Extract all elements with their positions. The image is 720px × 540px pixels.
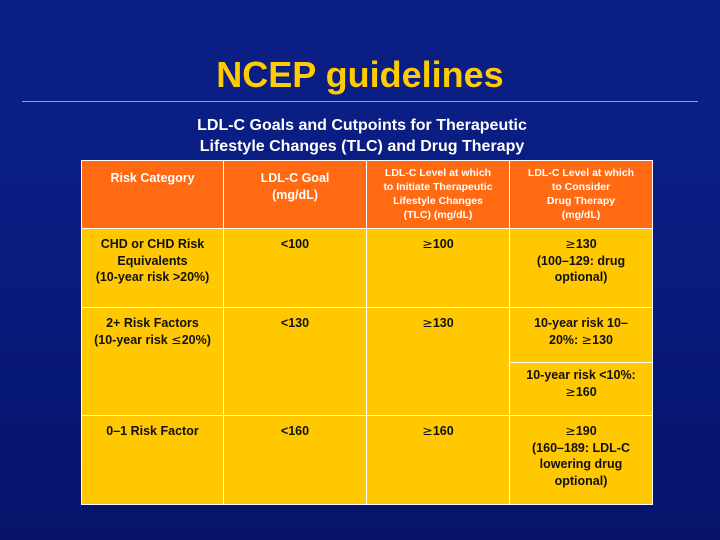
risk-text: 0–1 Risk Factor xyxy=(106,424,199,438)
risk-line-2: Equivalents xyxy=(117,253,188,268)
header-drug-line-1: LDL-C Level at which xyxy=(527,167,635,179)
tlc-value: 130 xyxy=(432,316,454,330)
drug-line-3: lowering drug xyxy=(539,457,623,471)
table-caption xyxy=(0,115,720,157)
table-row xyxy=(82,308,653,363)
drug-line-2 xyxy=(514,332,648,349)
tlc-level-cell xyxy=(367,229,510,308)
header-risk-text: Risk Category xyxy=(110,171,195,185)
header-drug-line-4: (mg/dL) xyxy=(561,209,601,221)
header-tlc-line-3: Lifestyle Changes xyxy=(393,195,483,207)
title-divider xyxy=(22,101,698,102)
drug-value: 160 xyxy=(575,384,597,399)
ldl-goal-cell xyxy=(224,308,367,416)
drug-level-cell xyxy=(510,229,653,308)
drug-value: 190 xyxy=(575,424,597,438)
greater-equal-symbol: ≥ xyxy=(565,423,576,438)
drug-line-2: (160–189: LDL-C xyxy=(532,440,630,455)
goal-value: <130 xyxy=(280,316,310,330)
drug-line-1 xyxy=(514,236,648,253)
risk-line-1: CHD or CHD Risk xyxy=(100,237,205,251)
ldl-goal-cell xyxy=(224,229,367,308)
header-tlc-line-1: LDL-C Level at which xyxy=(384,167,492,179)
header-tlc-level xyxy=(367,161,510,229)
header-ldl-goal xyxy=(224,161,367,229)
less-equal-symbol: ≤ xyxy=(171,331,182,347)
risk-line-2-prefix: (10-year risk xyxy=(94,332,172,347)
tlc-level-cell xyxy=(367,416,510,505)
caption-line-2: Lifestyle Changes (TLC) and Drug Therapy xyxy=(199,138,525,155)
header-goal-line-2: (mg/dL) xyxy=(272,187,318,202)
risk-line-1: 2+ Risk Factors xyxy=(106,316,199,330)
header-goal-line-1: LDL-C Goal xyxy=(260,171,330,185)
ldl-goals-table xyxy=(81,160,653,505)
risk-line-3: (10-year risk >20%) xyxy=(95,270,210,284)
greater-equal-symbol: ≥ xyxy=(581,331,593,347)
drug-line-4: optional) xyxy=(554,473,608,488)
header-tlc-line-4: (TLC) (mg/dL) xyxy=(403,209,473,221)
drug-value: 130 xyxy=(592,332,613,347)
drug-line-2: (100–129: drug xyxy=(536,253,626,268)
table-header-row xyxy=(82,161,653,229)
header-risk-category xyxy=(82,161,224,229)
table-row xyxy=(82,229,653,308)
header-drug-line-3: Drug Therapy xyxy=(546,195,616,207)
table-row xyxy=(82,416,653,505)
drug-line-3: optional) xyxy=(554,270,608,284)
risk-category-cell xyxy=(82,416,224,505)
drug-line-2 xyxy=(514,384,648,401)
greater-equal-symbol: ≥ xyxy=(422,315,433,330)
drug-line-1: 10-year risk <10%: xyxy=(526,368,636,382)
risk-line-2 xyxy=(86,332,219,349)
drug-line-1 xyxy=(514,423,648,440)
header-drug-level xyxy=(510,161,653,229)
header-tlc-line-2: to Initiate Therapeutic xyxy=(383,181,493,193)
drug-level-cell xyxy=(510,416,653,505)
tlc-level-cell xyxy=(367,308,510,416)
goal-value: <160 xyxy=(280,424,310,438)
drug-level-cell xyxy=(510,308,653,363)
slide-title: NCEP guidelines xyxy=(216,54,504,95)
risk-category-cell xyxy=(82,229,224,308)
drug-value: 130 xyxy=(575,237,597,251)
risk-line-2-suffix: 20%) xyxy=(181,332,211,347)
header-drug-line-2: to Consider xyxy=(551,181,611,193)
ldl-goal-cell xyxy=(224,416,367,505)
greater-equal-symbol: ≥ xyxy=(565,236,576,251)
greater-equal-symbol: ≥ xyxy=(422,423,433,438)
risk-category-cell xyxy=(82,308,224,416)
goal-value: <100 xyxy=(280,237,310,251)
caption-line-1: LDL-C Goals and Cutpoints for Therapeutic xyxy=(197,117,527,134)
drug-line-2-prefix: 20%: xyxy=(549,332,582,347)
greater-equal-symbol: ≥ xyxy=(565,383,576,399)
tlc-value: 160 xyxy=(432,424,454,438)
drug-line-1: 10-year risk 10– xyxy=(534,316,628,330)
tlc-value: 100 xyxy=(432,237,454,251)
drug-level-cell xyxy=(510,363,653,416)
greater-equal-symbol: ≥ xyxy=(422,236,433,251)
